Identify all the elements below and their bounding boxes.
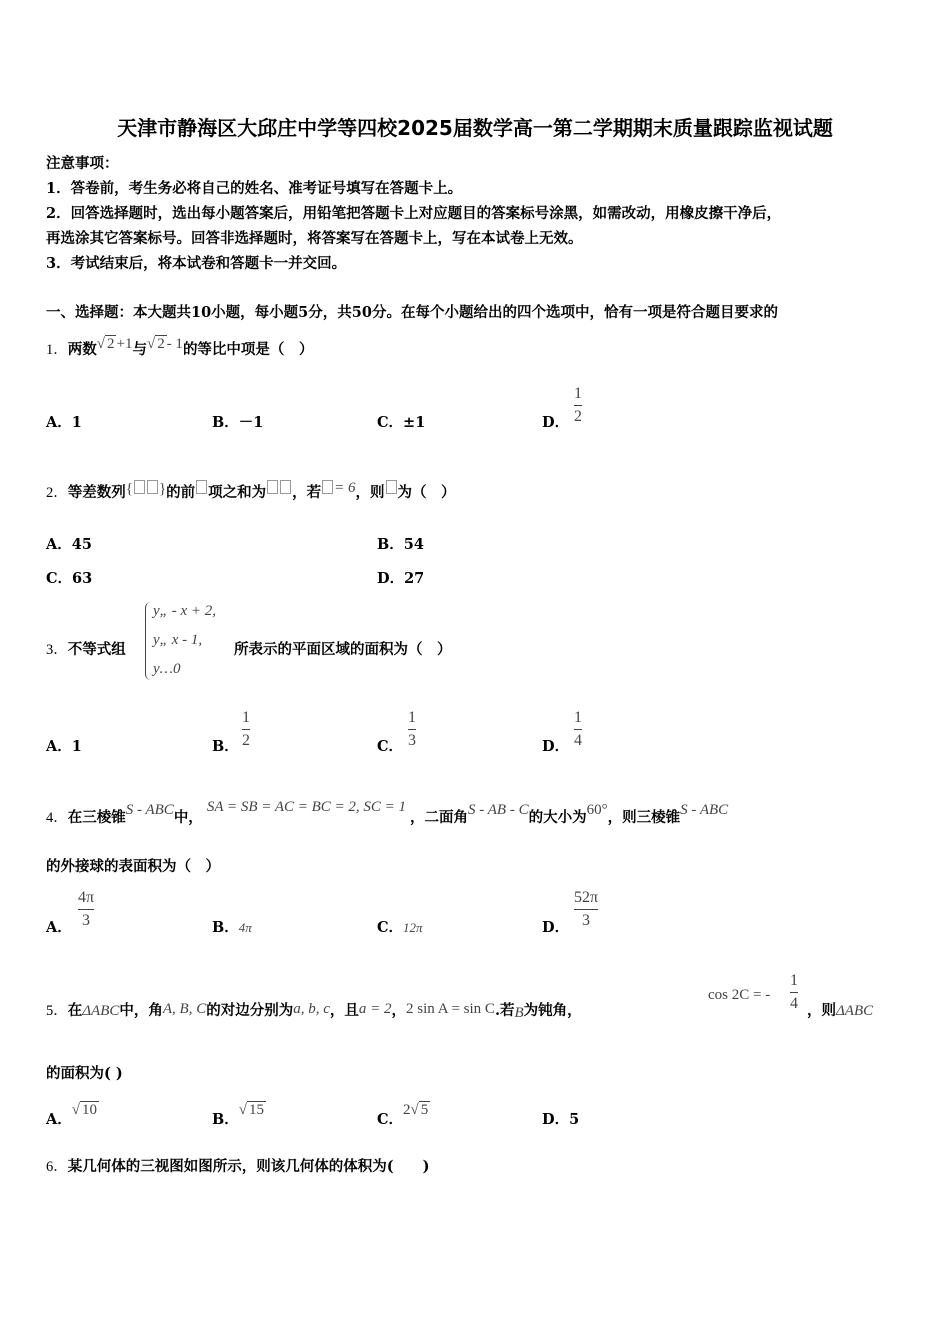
radicand: 15 (249, 1102, 264, 1118)
notice-heading: 注意事项： (46, 155, 119, 172)
q3-option-d[interactable] (542, 735, 569, 756)
option-label: B． (212, 414, 239, 431)
option-label: A． (46, 919, 72, 936)
option-label: D． (542, 414, 570, 431)
question-number: 3． (46, 642, 68, 658)
option-value: 63 (72, 570, 93, 587)
sqrt-expr: 2√ 5 (403, 1102, 429, 1118)
question-1 (46, 338, 313, 359)
numerator: 4π (78, 889, 95, 906)
math-term: SA = SB = AC = BC = 2, SC = 1 (206, 799, 407, 815)
question-text: ，且 (329, 1002, 359, 1019)
option-value: 12π (403, 920, 423, 935)
placeholder-glyph (267, 480, 278, 494)
placeholder-glyph (196, 480, 207, 494)
q1-option-d[interactable] (542, 411, 569, 432)
option-label: D． (542, 919, 570, 936)
radicand: 5 (420, 1102, 429, 1118)
numerator: 1 (574, 709, 582, 726)
inequality-row: y„ x - 1, (153, 632, 203, 648)
option-label: C． (377, 414, 404, 431)
numerator: 1 (408, 709, 416, 726)
option-value: 1 (71, 414, 82, 431)
q5-cos-expr (708, 986, 770, 1004)
question-text: 两数 (67, 341, 97, 358)
q4-option-d[interactable] (542, 916, 569, 937)
denominator: 2 (574, 408, 582, 425)
option-value: ±1 (403, 414, 426, 431)
option-label: C． (46, 570, 73, 587)
denominator: 3 (582, 912, 591, 929)
math-term: cos 2C = - (708, 987, 771, 1003)
notice-item-3: 3．考试结束后，将本试卷和答题卡一并交回。 (46, 255, 347, 272)
left-brace (145, 602, 152, 680)
q4-option-b[interactable] (212, 916, 252, 937)
math-term: = 6 (334, 480, 356, 496)
question-number: 4． (46, 810, 68, 826)
question-6 (46, 1155, 429, 1176)
q4-option-d-fraction (574, 889, 598, 930)
q1-option-d-fraction (574, 385, 582, 426)
question-5 (46, 999, 582, 1020)
math-term: S - ABC (680, 802, 729, 818)
question-text: ， (391, 1002, 407, 1019)
q3-option-a[interactable] (46, 735, 82, 756)
math-term: 60° (586, 802, 608, 818)
question-text: 为（ ） (397, 484, 456, 501)
sqrt-expr: √ 15 (238, 1102, 264, 1118)
numerator: 1 (790, 972, 798, 989)
q2-option-c[interactable] (46, 567, 92, 588)
math-term: +1 (116, 336, 133, 352)
option-label: D． (542, 1111, 570, 1128)
numerator: 1 (242, 709, 250, 726)
option-label: A． (46, 536, 72, 553)
q1-option-a[interactable] (46, 411, 82, 432)
fraction-bar (574, 729, 582, 730)
q3-option-d-fraction (574, 709, 582, 750)
math-term: 2 sin A = sin C (406, 1001, 495, 1017)
q4-option-c[interactable] (377, 916, 423, 937)
question-text: 在 (67, 1002, 83, 1019)
placeholder-glyph (147, 480, 158, 494)
question-2 (46, 481, 456, 502)
math-term: a, b, c (293, 1001, 330, 1017)
q1-option-b[interactable] (212, 411, 263, 432)
placeholder-glyph (386, 480, 397, 494)
question-3-lead (46, 638, 126, 659)
question-text: 不等式组 (67, 641, 126, 658)
fraction-bar (574, 405, 582, 406)
numerator: 1 (574, 385, 582, 402)
q2-option-a[interactable] (46, 533, 92, 554)
q2-option-d[interactable] (377, 567, 424, 588)
question-text: 的对边分别为 (206, 1002, 294, 1019)
math-term: A, B, C (162, 1001, 207, 1017)
notice-item-1: 1．答卷前，考生务必将自己的姓名、准考证号填写在答题卡上。 (46, 180, 463, 197)
question-5-cont: 的面积为( ) (46, 1065, 123, 1082)
question-number: 6． (46, 1159, 68, 1175)
denominator: 4 (574, 732, 582, 749)
question-text: ，则 (807, 1002, 836, 1019)
option-label: C． (377, 738, 404, 755)
option-label: C． (377, 1111, 404, 1128)
question-text: 中， (173, 809, 203, 826)
question-4 (46, 799, 729, 827)
placeholder-glyph (280, 480, 291, 494)
math-term: a = 2 (358, 1001, 392, 1017)
fraction-bar (408, 729, 416, 730)
option-label: B． (212, 738, 239, 755)
question-number: 2． (46, 485, 68, 501)
inequality-row: y„ - x + 2, (153, 603, 217, 619)
q5-tail (807, 999, 873, 1020)
question-text: .若 (494, 1002, 515, 1019)
question-text: 等差数列 (67, 484, 126, 501)
math-term: S - ABC (125, 802, 174, 818)
q4-option-a[interactable] (46, 916, 72, 937)
question-text: 的前 (166, 484, 196, 501)
q3-option-b[interactable] (212, 735, 239, 756)
q5-option-d[interactable] (542, 1108, 579, 1129)
q3-option-b-fraction (242, 709, 250, 750)
math-term: - 1 (166, 336, 183, 352)
question-text: 项之和为 (208, 484, 267, 501)
q4-option-a-fraction (78, 889, 94, 930)
numerator: 52π (574, 889, 599, 906)
option-value: 45 (71, 536, 92, 553)
question-text: 在三棱锥 (67, 809, 126, 826)
placeholder-glyph (134, 480, 145, 494)
question-4-cont: 的外接球的表面积为（ ） (46, 858, 220, 875)
option-label: B． (212, 919, 239, 936)
option-value: 5 (569, 1111, 580, 1128)
option-label: A． (46, 738, 72, 755)
q1-option-c[interactable] (377, 411, 425, 432)
q5-option-c[interactable] (377, 1102, 430, 1129)
sqrt-expr: √ 10 (71, 1102, 97, 1118)
denominator: 4 (790, 995, 798, 1012)
option-label: D． (542, 738, 570, 755)
notice-item-2: 2．回答选择题时，选出每小题答案后，用铅笔把答题卡上对应题目的答案标号涂黑，如需改动，用橡皮擦干净后， (46, 205, 782, 222)
denominator: 3 (82, 912, 91, 929)
question-3-tail: 所表示的平面区域的面积为（ ） (234, 641, 452, 658)
sequence-symbol: { } (125, 481, 167, 497)
option-value: 4π (238, 920, 252, 935)
math-term: S - AB - C (468, 802, 529, 818)
question-text: ，若 (292, 484, 322, 501)
option-value: －1 (238, 414, 264, 431)
question-number: 1． (46, 342, 68, 358)
fraction-bar (242, 729, 250, 730)
placeholder-glyph (322, 480, 333, 494)
math-term: B (514, 1005, 524, 1021)
radicand: 2 (157, 336, 165, 352)
section-heading: 一、选择题：本大题共10小题，每小题5分，共50分。在每个小题给出的四个选项中，恰有一项是符合题目要求的 (46, 304, 778, 321)
question-text: ，则三棱锥 (607, 809, 681, 826)
fraction-bar (574, 909, 598, 910)
option-label: B． (377, 536, 404, 553)
option-value: 27 (404, 570, 425, 587)
option-label: A． (46, 1111, 72, 1128)
q3-option-c-fraction (408, 709, 416, 750)
question-text: 为钝角， (523, 1002, 582, 1019)
question-text: 中，角 (119, 1002, 163, 1019)
question-text: ，二面角 (410, 809, 469, 826)
question-text: 的大小为 (528, 809, 587, 826)
math-term: ΔABC (82, 1003, 120, 1019)
option-label: A． (46, 414, 72, 431)
q5-option-a[interactable] (46, 1102, 99, 1129)
radicand: 10 (82, 1102, 97, 1118)
option-label: D． (377, 570, 405, 587)
sqrt-expr: √ 2 - 1 (146, 336, 183, 352)
question-number: 5． (46, 1003, 68, 1019)
option-label: B． (212, 1111, 239, 1128)
question-text: 某几何体的三视图如图所示，则该几何体的体积为( ) (67, 1158, 430, 1175)
inequality-row: y…0 (153, 661, 181, 677)
q5-option-b[interactable] (212, 1102, 266, 1129)
q3-option-c[interactable] (377, 735, 403, 756)
sqrt-expr: √ 2 +1 (96, 336, 133, 352)
fraction-bar (790, 992, 798, 993)
option-label: C． (377, 919, 404, 936)
q5-cos-fraction (790, 972, 798, 1013)
notice-item-2-cont: 再选涂其它答案标号。回答非选择题时，将答案写在答题卡上，写在本试卷上无效。 (46, 230, 583, 247)
inequality-system (145, 600, 235, 686)
option-value: 1 (71, 738, 82, 755)
question-text: 的等比中项是（ ） (182, 341, 314, 358)
math-term: ΔABC (836, 1003, 874, 1019)
denominator: 3 (408, 732, 416, 749)
question-text: 与 (132, 341, 147, 358)
option-value: 54 (403, 536, 424, 553)
page-title: 天津市静海区大邱庄中学等四校2025届数学高一第二学期期末质量跟踪监视试题 (117, 116, 833, 140)
denominator: 2 (242, 732, 250, 749)
coefficient: 2 (403, 1102, 411, 1118)
q2-option-b[interactable] (377, 533, 424, 554)
fraction-bar (78, 909, 94, 910)
question-text: ，则 (355, 484, 385, 501)
radicand: 2 (106, 336, 115, 352)
